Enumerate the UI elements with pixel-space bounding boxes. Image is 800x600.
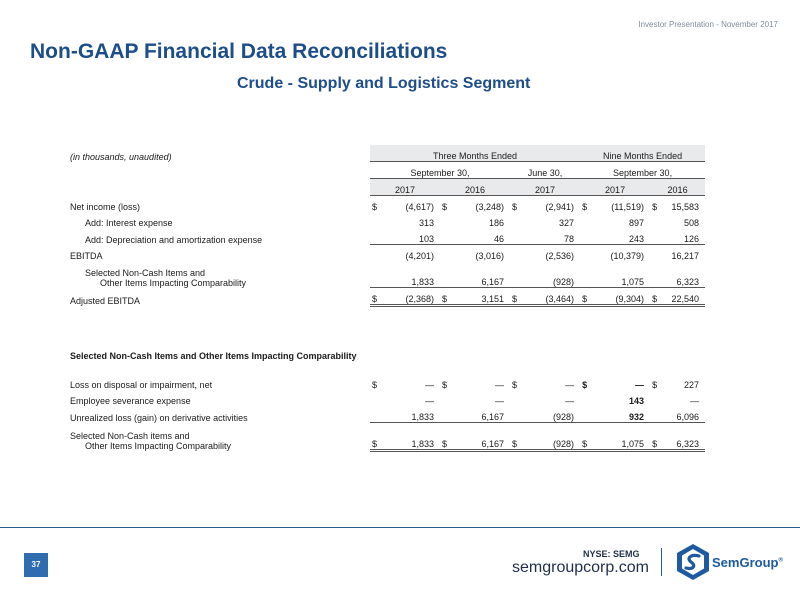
cell-value: 22,540 bbox=[664, 288, 705, 306]
row-label-line-2: Other Items Impacting Comparability bbox=[100, 277, 247, 288]
row-label-line-1: Selected Non-Cash Items and bbox=[85, 267, 206, 278]
currency-sign: $ bbox=[372, 202, 378, 212]
cell-value: 186 bbox=[488, 218, 504, 228]
period-header-sep30: September 30, bbox=[370, 162, 510, 179]
cell-value: 6,096 bbox=[664, 406, 705, 423]
brand-logo-text bbox=[712, 555, 783, 570]
row-label: Net income (loss) bbox=[70, 202, 141, 212]
row-label bbox=[70, 423, 370, 451]
cell-value: (3,464) bbox=[524, 288, 580, 306]
row-label bbox=[70, 261, 370, 288]
currency-sign: $ bbox=[512, 380, 518, 390]
row-label: Add: Interest expense bbox=[85, 218, 173, 228]
currency-sign: $ bbox=[440, 423, 454, 451]
period-header-row bbox=[70, 162, 705, 179]
cell-value: (928) bbox=[524, 406, 580, 423]
year-header: 2017 bbox=[370, 179, 440, 196]
cell-value: 78 bbox=[524, 228, 580, 245]
cell-value: 313 bbox=[418, 218, 434, 228]
group-header-row bbox=[70, 145, 705, 162]
table-row bbox=[70, 406, 705, 423]
cell-value: (2,368) bbox=[384, 288, 440, 306]
cell-value: 3,151 bbox=[454, 288, 510, 306]
cell-value: (11,519) bbox=[611, 202, 645, 212]
year-header: 2016 bbox=[650, 179, 705, 196]
brand-name: SemGroup bbox=[712, 555, 779, 570]
row-label: Unrealized loss (gain) on derivative activities bbox=[70, 412, 248, 423]
page-subtitle: Crude - Supply and Logistics Segment bbox=[237, 75, 531, 92]
currency-sign: $ bbox=[582, 202, 588, 212]
cell-value: 227 bbox=[684, 380, 700, 390]
cell-value: 6,323 bbox=[664, 261, 705, 288]
currency-sign: $ bbox=[580, 288, 594, 306]
table-row bbox=[70, 374, 705, 390]
currency-sign: $ bbox=[652, 380, 658, 390]
cell-value: 1,833 bbox=[384, 406, 440, 423]
currency-sign: $ bbox=[512, 202, 518, 212]
cell-value: (2,941) bbox=[545, 202, 575, 212]
cell-value: (2,536) bbox=[545, 251, 575, 261]
table-row bbox=[70, 390, 705, 406]
period-header-sep30-nine: September 30, bbox=[580, 162, 705, 179]
row-label: Add: Depreciation and amortization expense bbox=[85, 234, 263, 245]
section-title: Selected Non-Cash Items and Other Items Impacting Comparability bbox=[70, 351, 357, 361]
currency-sign: $ bbox=[510, 423, 524, 451]
table-row bbox=[70, 245, 705, 262]
cell-value: — bbox=[690, 396, 700, 406]
currency-sign: $ bbox=[370, 423, 384, 451]
cell-value: — bbox=[565, 380, 575, 390]
cell-value: (3,248) bbox=[475, 202, 504, 212]
table-row bbox=[70, 423, 705, 451]
cell-value: (10,379) bbox=[610, 251, 645, 261]
currency-sign: $ bbox=[442, 380, 448, 390]
cell-value: 1,833 bbox=[384, 261, 440, 288]
cell-value: 897 bbox=[629, 218, 645, 228]
cell-value: — bbox=[425, 380, 434, 390]
cell-value: 6,167 bbox=[454, 423, 510, 451]
cell-value: 508 bbox=[684, 218, 700, 228]
page-title: Non-GAAP Financial Data Reconciliations bbox=[30, 40, 448, 63]
cell-value: (4,617) bbox=[405, 202, 434, 212]
semgroup-logo-icon bbox=[675, 543, 711, 581]
table-row bbox=[70, 212, 705, 228]
currency-sign: $ bbox=[650, 423, 664, 451]
cell-value: 243 bbox=[594, 228, 650, 245]
cell-value: 1,075 bbox=[594, 261, 650, 288]
cell-value: 932 bbox=[594, 406, 650, 423]
unit-note: (in thousands, unaudited) bbox=[70, 151, 172, 162]
row-label: Adjusted EBITDA bbox=[70, 295, 141, 306]
cell-value: 16,217 bbox=[671, 251, 700, 261]
cell-value: (9,304) bbox=[594, 288, 650, 306]
cell-value: — bbox=[495, 380, 504, 390]
year-header: 2017 bbox=[510, 179, 580, 196]
cell-value: — bbox=[425, 396, 434, 406]
website-link[interactable]: semgroupcorp.com bbox=[512, 559, 649, 576]
group-header-three-months: Three Months Ended bbox=[370, 145, 580, 162]
currency-sign: $ bbox=[650, 288, 664, 306]
row-label: Loss on disposal or impairment, net bbox=[70, 380, 213, 390]
cell-value: (3,016) bbox=[475, 251, 504, 261]
year-header: 2017 bbox=[580, 179, 650, 196]
cell-value: — bbox=[635, 380, 645, 390]
cell-value: (928) bbox=[524, 261, 580, 288]
cell-value: 1,075 bbox=[594, 423, 650, 451]
cell-value: 15,583 bbox=[671, 202, 700, 212]
cell-value: — bbox=[565, 396, 575, 406]
ticker-label: NYSE: SEMG bbox=[583, 549, 640, 559]
currency-sign: $ bbox=[510, 288, 524, 306]
section-header-row bbox=[70, 345, 705, 361]
row-label-line-1: Selected Non-Cash items and bbox=[70, 430, 190, 441]
cell-value: 1,833 bbox=[384, 423, 440, 451]
footer-separator bbox=[661, 548, 662, 576]
currency-sign: $ bbox=[370, 288, 384, 306]
group-header-nine-months: Nine Months Ended bbox=[580, 145, 705, 162]
cell-value: 327 bbox=[559, 218, 575, 228]
period-header-jun30: June 30, bbox=[510, 162, 580, 179]
table-row bbox=[70, 288, 705, 306]
reconciliation-table bbox=[70, 145, 705, 452]
table-row bbox=[70, 196, 705, 213]
cell-value: 6,167 bbox=[454, 261, 510, 288]
presentation-tag: Investor Presentation - November 2017 bbox=[638, 20, 778, 29]
row-label: Employee severance expense bbox=[70, 396, 191, 406]
currency-sign: $ bbox=[580, 423, 594, 451]
year-header: 2016 bbox=[440, 179, 510, 196]
currency-sign: $ bbox=[442, 202, 448, 212]
cell-value: 46 bbox=[454, 228, 510, 245]
cell-value: — bbox=[495, 396, 504, 406]
footer-divider bbox=[0, 527, 800, 528]
cell-value: (4,201) bbox=[405, 251, 434, 261]
page-number: 37 bbox=[24, 553, 48, 577]
currency-sign: $ bbox=[440, 288, 454, 306]
cell-value: 126 bbox=[664, 228, 705, 245]
brand-registered-mark: ® bbox=[778, 557, 783, 564]
currency-sign: $ bbox=[652, 202, 658, 212]
cell-value: (928) bbox=[524, 423, 580, 451]
year-header-row bbox=[70, 179, 705, 196]
cell-value: 143 bbox=[629, 396, 645, 406]
table-row bbox=[70, 228, 705, 245]
cell-value: 6,323 bbox=[664, 423, 705, 451]
currency-sign: $ bbox=[372, 380, 378, 390]
table-row bbox=[70, 261, 705, 288]
cell-value: 103 bbox=[384, 228, 440, 245]
currency-sign: $ bbox=[582, 380, 588, 390]
cell-value: 6,167 bbox=[454, 406, 510, 423]
row-label-line-2: Other Items Impacting Comparability bbox=[85, 440, 232, 451]
row-label: EBITDA bbox=[70, 251, 103, 261]
